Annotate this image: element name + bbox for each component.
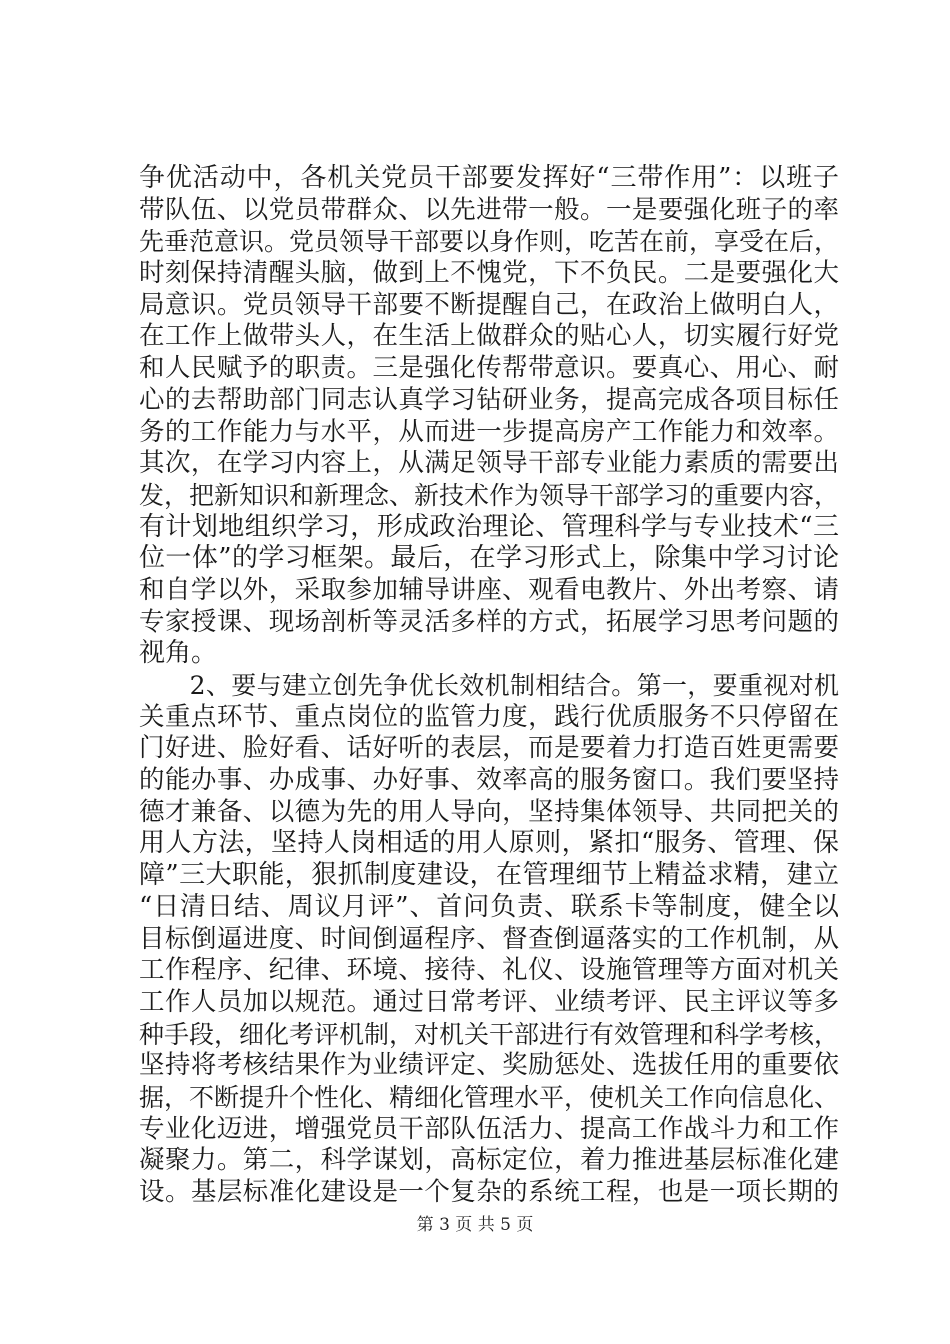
text-line: 先垂范意识。党员领导干部要以身作则，吃苦在前，享受在后，: [139, 227, 840, 257]
text-line: 种手段，细化考评机制，对机关干部进行有效管理和科学考核，: [139, 1019, 840, 1049]
text-line: 专业化迈进，增强党员干部队伍活力、提高工作战斗力和工作: [139, 1113, 839, 1144]
text-line: 务的工作能力与水平，从而进一步提高房产工作能力和效率。: [139, 416, 839, 447]
text-line: 设。基层标准化建设是一个复杂的系统工程，也是一项长期的: [139, 1177, 839, 1207]
text-line: 据，不断提升个性化、精细化管理水平，使机关工作向信息化、: [139, 1082, 840, 1112]
text-line: 工作人员加以规范。通过日常考评、业绩考评、民主评议等多: [139, 986, 839, 1017]
text-line: 的能办事、办成事、办好事、效率高的服务窗口。我们要坚持: [139, 765, 839, 796]
text-line: 和人民赋予的职责。三是强化传帮带意识。要真心、用心、耐: [139, 353, 839, 384]
text-line: “日清日结、周议月评”、首问负责、联系卡等制度，健全以: [139, 891, 839, 922]
text-line: 位一体”的学习框架。最后，在学习形式上，除集中学习讨论: [139, 543, 839, 574]
text-line: 局意识。党员领导干部要不断提醒自己，在政治上做明白人，: [139, 289, 839, 320]
text-line: 其次，在学习内容上，从满足领导干部专业能力素质的需要出: [139, 448, 839, 479]
text-line: 2、要与建立创先争优长效机制相结合。第一，要重视对机: [139, 671, 839, 700]
text-line: 障”三大职能，狠抓制度建设，在管理细节上精益求精，建立: [139, 860, 839, 891]
text-line: 视角。: [139, 638, 218, 669]
text-line: 发，把新知识和新理念、新技术作为领导干部学习的重要内容，: [139, 480, 840, 510]
text-line: 在工作上做带头人，在生活上做群众的贴心人，切实履行好党: [139, 321, 839, 352]
text-line: 用人方法，坚持人岗相适的用人原则，紧扣“服务、管理、保: [139, 828, 839, 859]
text-line: 门好进、脸好看、话好听的表层，而是要着力打造百姓更需要: [139, 733, 839, 764]
text-line: 目标倒逼进度、时间倒逼程序、督查倒逼落实的工作机制，从: [139, 923, 839, 954]
text-line: 关重点环节、重点岗位的监管力度，践行优质服务不只停留在: [139, 701, 839, 732]
text-line: 心的去帮助部门同志认真学习钻研业务，提高完成各项目标任: [139, 384, 839, 415]
text-line: 时刻保持清醒头脑，做到上不愧党，下不负民。二是要强化大: [139, 258, 839, 289]
text-line: 有计划地组织学习，形成政治理论、管理科学与专业技术“三: [139, 511, 839, 542]
page-footer: 第 3 页 共 5 页: [416, 1215, 534, 1235]
text-line: 德才兼备、以德为先的用人导向，坚持集体领导、共同把关的: [139, 796, 839, 827]
text-line: 工作程序、纪律、环境、接待、礼仪、设施管理等方面对机关: [139, 955, 839, 986]
text-line: 专家授课、现场剖析等灵活多样的方式，拓展学习思考问题的: [139, 606, 839, 637]
text-line: 带队伍、以党员带群众、以先进带一般。一是要强化班子的率: [139, 194, 839, 225]
text-line: 坚持将考核结果作为业绩评定、奖励惩处、选拔任用的重要依: [139, 1050, 839, 1081]
text-line: 争优活动中，各机关党员干部要发挥好“三带作用”：以班子: [139, 163, 839, 193]
text-line: 凝聚力。第二，科学谋划，高标定位，着力推进基层标准化建: [139, 1145, 839, 1176]
text-line: 和自学以外，采取参加辅导讲座、观看电教片、外出考察、请: [139, 574, 839, 605]
body-text: [139, 163, 839, 1209]
